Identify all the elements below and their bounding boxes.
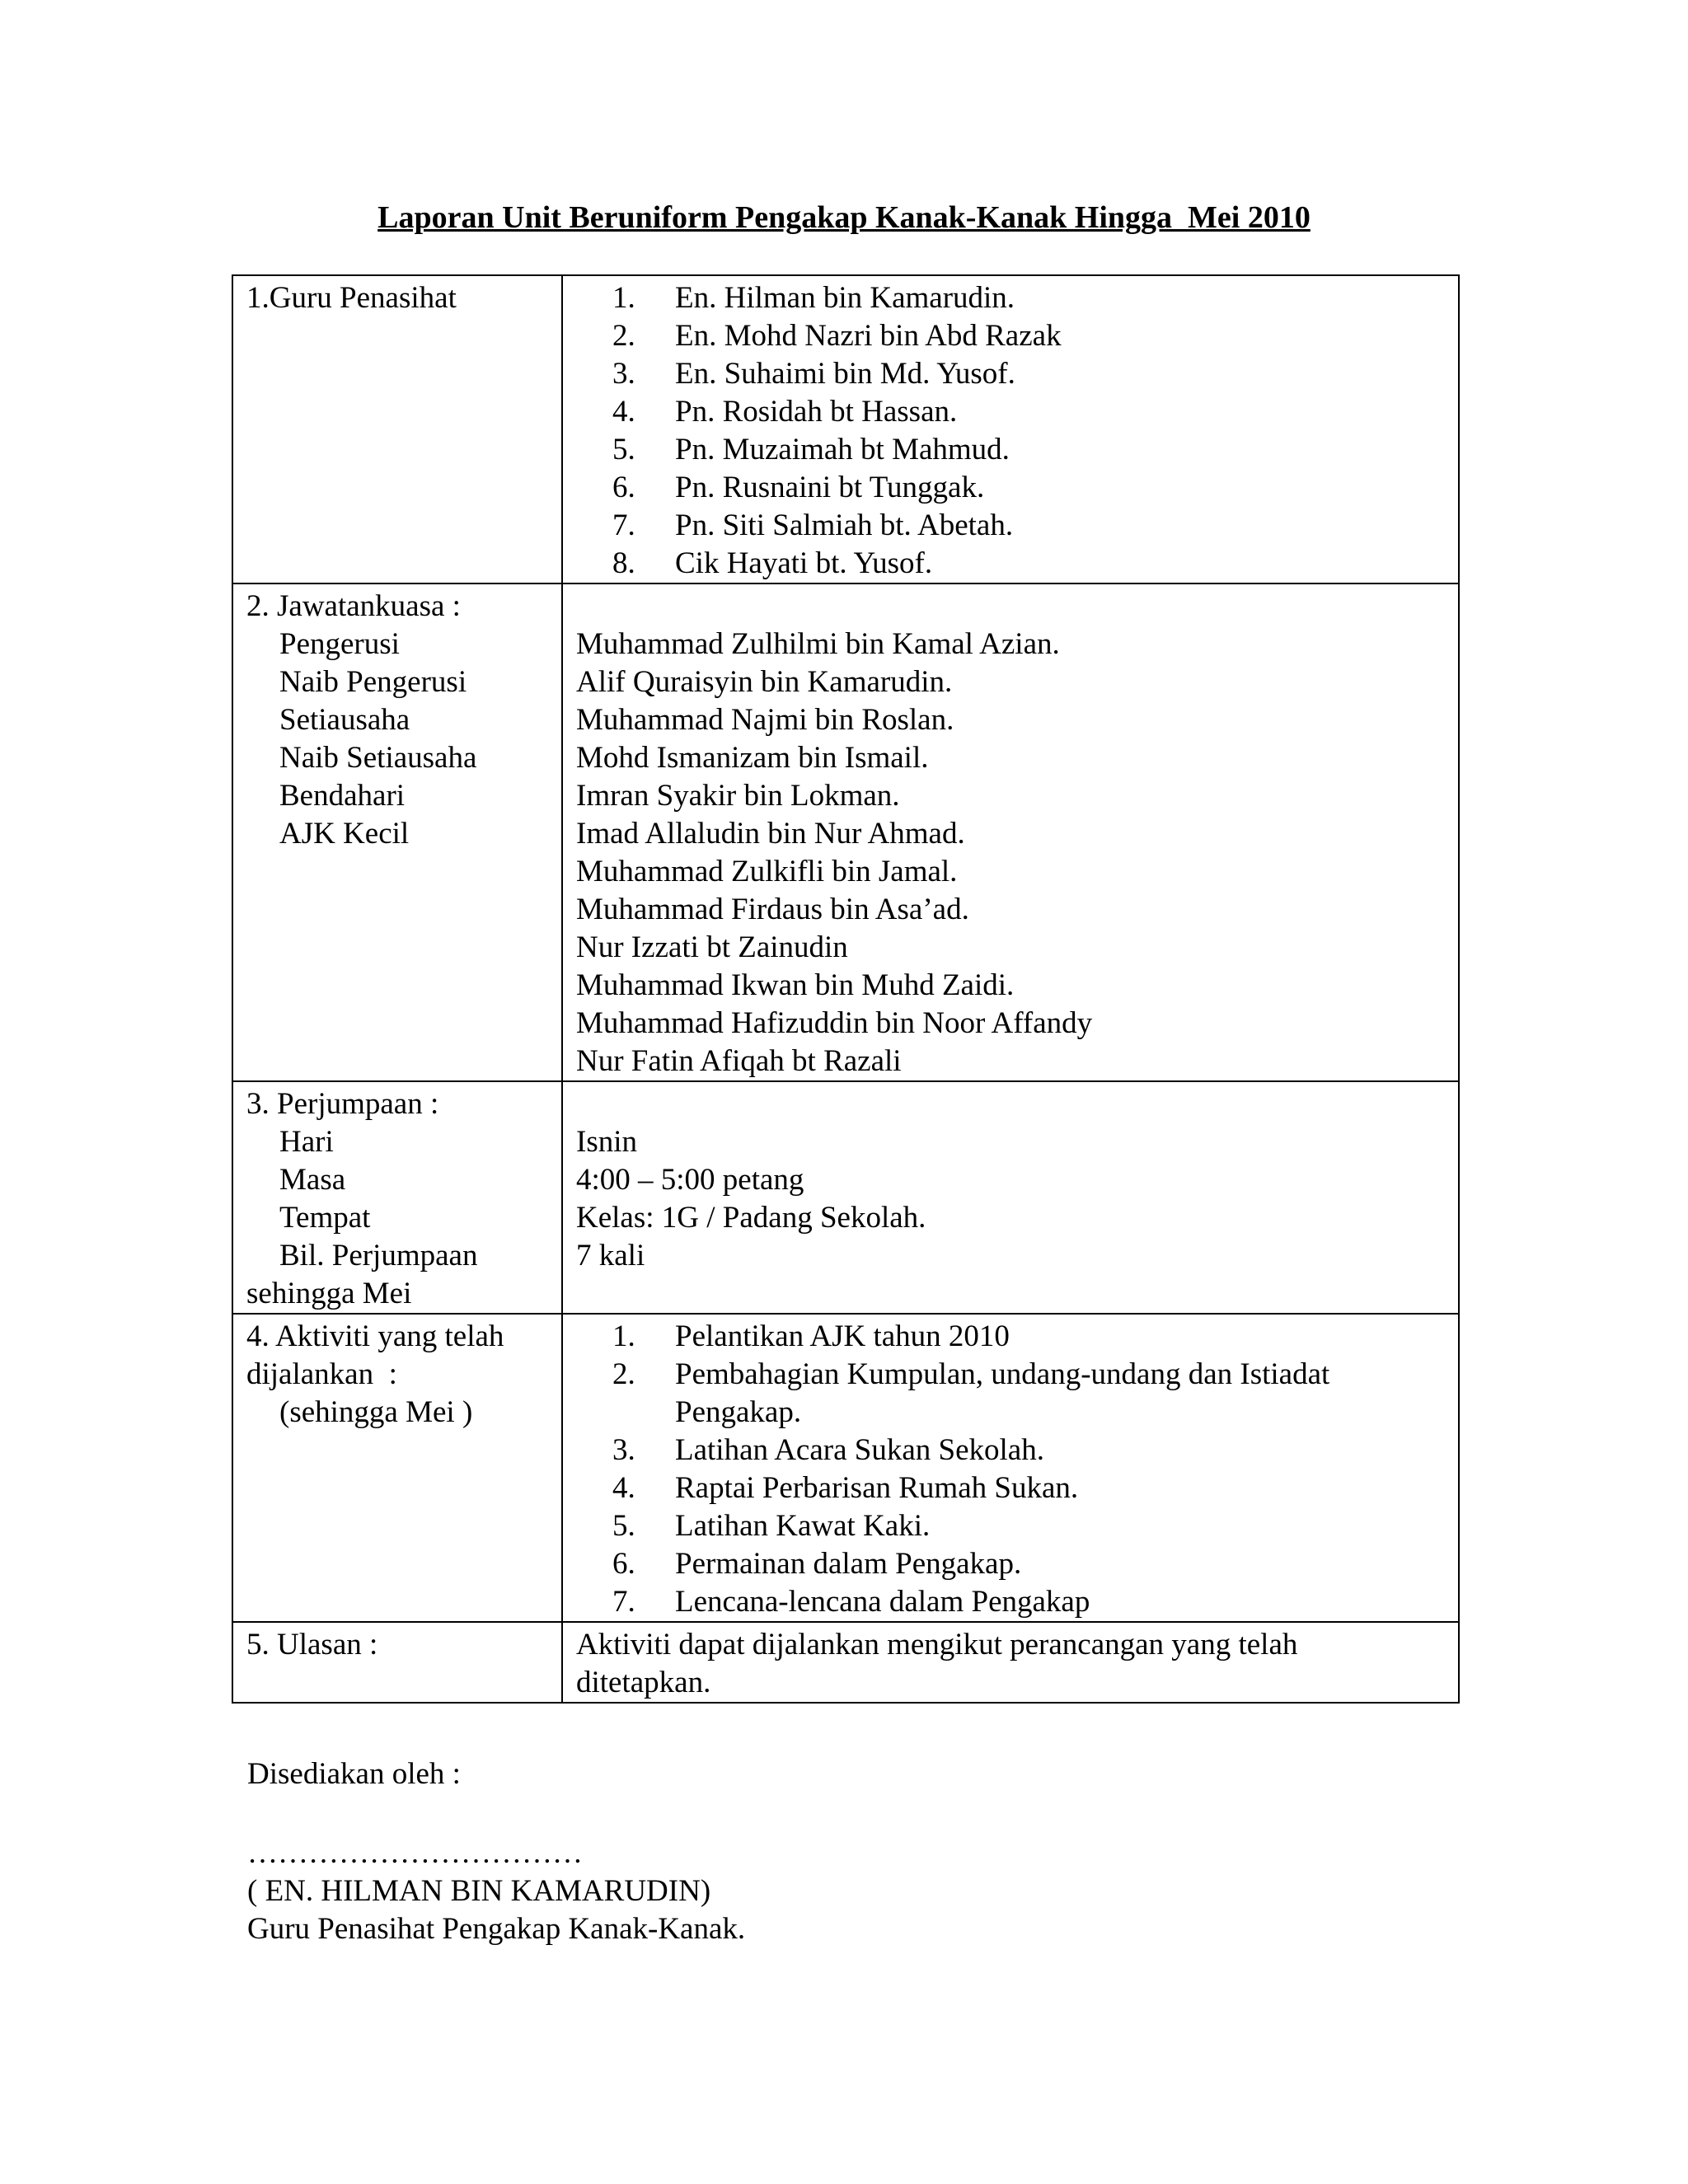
comment-text: Aktiviti dapat dijalankan mengikut perancangan yang telah ditetapkan.: [576, 1628, 1298, 1699]
list-item: [576, 393, 1450, 431]
list-item: [576, 469, 1450, 507]
item-number: 1.: [612, 281, 635, 315]
list-item: [576, 279, 1450, 317]
role-label: Naib Pengerusi: [279, 665, 467, 699]
member-name: Nur Izzati bt Zainudin: [576, 930, 848, 964]
list-item: [576, 1356, 1450, 1432]
item-text: Pembahagian Kumpulan, undang-undang dan Istiadat Pengakap.: [675, 1357, 1330, 1429]
list-item: [576, 1432, 1450, 1469]
member-name: Muhammad Zulkifli bin Jamal.: [576, 855, 958, 888]
list-item: [576, 317, 1450, 355]
list-item: [576, 545, 1450, 583]
spacer-line: [576, 1085, 1450, 1123]
item-text: En. Suhaimi bin Md. Yusof.: [675, 357, 1015, 391]
field-label-continuation: sehingga Mei: [246, 1277, 412, 1310]
table-row: [232, 275, 1459, 583]
list-item: [576, 1583, 1450, 1621]
list-item: [576, 1507, 1450, 1545]
row-content-cell: [562, 1081, 1459, 1314]
member-name: Mohd Ismanizam bin Ismail.: [576, 741, 929, 775]
member-name: Imad Allaludin bin Nur Ahmad.: [576, 817, 965, 851]
table-row: [232, 583, 1459, 1081]
role-label: Pengerusi: [279, 627, 400, 661]
signatory-name: ( EN. HILMAN BIN KAMARUDIN): [247, 1874, 711, 1908]
role-label: AJK Kecil: [279, 817, 410, 851]
list-item: [576, 1318, 1450, 1356]
list-item: [576, 507, 1450, 545]
item-text: Pn. Rosidah bt Hassan.: [675, 395, 958, 429]
field-value: 4:00 – 5:00 petang: [576, 1163, 804, 1197]
member-name: Nur Fatin Afiqah bt Razali: [576, 1044, 902, 1078]
prepared-by-label: Disediakan oleh :: [247, 1757, 461, 1791]
spacer-line: [576, 588, 1450, 626]
item-text: Latihan Acara Sukan Sekolah.: [675, 1433, 1044, 1467]
member-name: Muhammad Firdaus bin Asa’ad.: [576, 893, 969, 926]
row-content-cell: [562, 583, 1459, 1081]
row-label-cell: [232, 275, 562, 583]
field-label: Tempat: [279, 1201, 371, 1235]
field-label: Hari: [279, 1125, 334, 1159]
item-number: 3.: [612, 357, 635, 391]
item-text: En. Mohd Nazri bin Abd Razak: [675, 319, 1062, 353]
role-label: Naib Setiausaha: [279, 741, 477, 775]
row-content-cell: [562, 1622, 1459, 1703]
list-item: [576, 431, 1450, 469]
row-label: dijalankan :: [246, 1357, 397, 1391]
row-label-cell: [232, 1081, 562, 1314]
field-label: Bil. Perjumpaan: [279, 1239, 478, 1272]
item-text: Pelantikan AJK tahun 2010: [675, 1319, 1010, 1353]
item-text: En. Hilman bin Kamarudin.: [675, 281, 1015, 315]
row-label: 2. Jawatankuasa :: [246, 589, 461, 623]
item-text: Permainan dalam Pengakap.: [675, 1547, 1022, 1581]
item-text: Raptai Perbarisan Rumah Sukan.: [675, 1471, 1079, 1505]
table-row: [232, 1314, 1459, 1622]
member-name: Muhammad Najmi bin Roslan.: [576, 703, 954, 737]
member-name: Muhammad Hafizuddin bin Noor Affandy: [576, 1006, 1093, 1040]
row-label-cell: [232, 1314, 562, 1622]
item-text: Pn. Rusnaini bt Tunggak.: [675, 471, 985, 504]
row-label: 3. Perjumpaan :: [246, 1087, 439, 1121]
row-label: 1.Guru Penasihat: [246, 281, 457, 315]
item-number: 7.: [612, 509, 635, 542]
member-name: Alif Quraisyin bin Kamarudin.: [576, 665, 953, 699]
item-number: 2.: [612, 319, 635, 353]
signatory-position: Guru Penasihat Pengakap Kanak-Kanak.: [247, 1912, 746, 1946]
row-label: (sehingga Mei ): [279, 1395, 473, 1429]
table-row: [232, 1081, 1459, 1314]
item-number: 3.: [612, 1433, 635, 1467]
list-item: [576, 1545, 1450, 1583]
item-number: 2.: [612, 1357, 635, 1391]
member-name: Muhammad Zulhilmi bin Kamal Azian.: [576, 627, 1060, 661]
report-table: [232, 274, 1460, 1704]
table-row: [232, 1622, 1459, 1703]
row-label: 4. Aktiviti yang telah: [246, 1319, 504, 1353]
role-label: Bendahari: [279, 779, 406, 813]
item-number: 5.: [612, 433, 635, 466]
row-content-cell: [562, 275, 1459, 583]
item-number: 8.: [612, 546, 635, 580]
list-item: [576, 355, 1450, 393]
member-name: Muhammad Ikwan bin Muhd Zaidi.: [576, 968, 1015, 1002]
row-label-cell: [232, 1622, 562, 1703]
field-label: Masa: [279, 1163, 346, 1197]
role-label: Setiausaha: [279, 703, 410, 737]
advisor-list: [576, 279, 1450, 583]
item-text: Latihan Kawat Kaki.: [675, 1509, 931, 1543]
item-text: Pn. Muzaimah bt Mahmud.: [675, 433, 1010, 466]
row-content-cell: [562, 1314, 1459, 1622]
row-label-cell: [232, 583, 562, 1081]
item-number: 5.: [612, 1509, 635, 1543]
item-number: 4.: [612, 395, 635, 429]
document-title: Laporan Unit Beruniform Pengakap Kanak-Kanak Hingga Mei 2010: [377, 200, 1311, 235]
item-number: 6.: [612, 471, 635, 504]
field-value: 7 kali: [576, 1239, 645, 1272]
row-label: 5. Ulasan :: [246, 1628, 378, 1661]
signature-line: ……………………………: [247, 1836, 583, 1870]
item-text: Pn. Siti Salmiah bt. Abetah.: [675, 509, 1014, 542]
field-value: Isnin: [576, 1125, 637, 1159]
member-name: Imran Syakir bin Lokman.: [576, 779, 900, 813]
list-item: [576, 1469, 1450, 1507]
activity-list: [576, 1318, 1450, 1621]
item-number: 6.: [612, 1547, 635, 1581]
item-number: 4.: [612, 1471, 635, 1505]
item-text: Lencana-lencana dalam Pengakap: [675, 1585, 1090, 1619]
item-number: 1.: [612, 1319, 635, 1353]
item-text: Cik Hayati bt. Yusof.: [675, 546, 933, 580]
field-value: Kelas: 1G / Padang Sekolah.: [576, 1201, 926, 1235]
item-number: 7.: [612, 1585, 635, 1619]
